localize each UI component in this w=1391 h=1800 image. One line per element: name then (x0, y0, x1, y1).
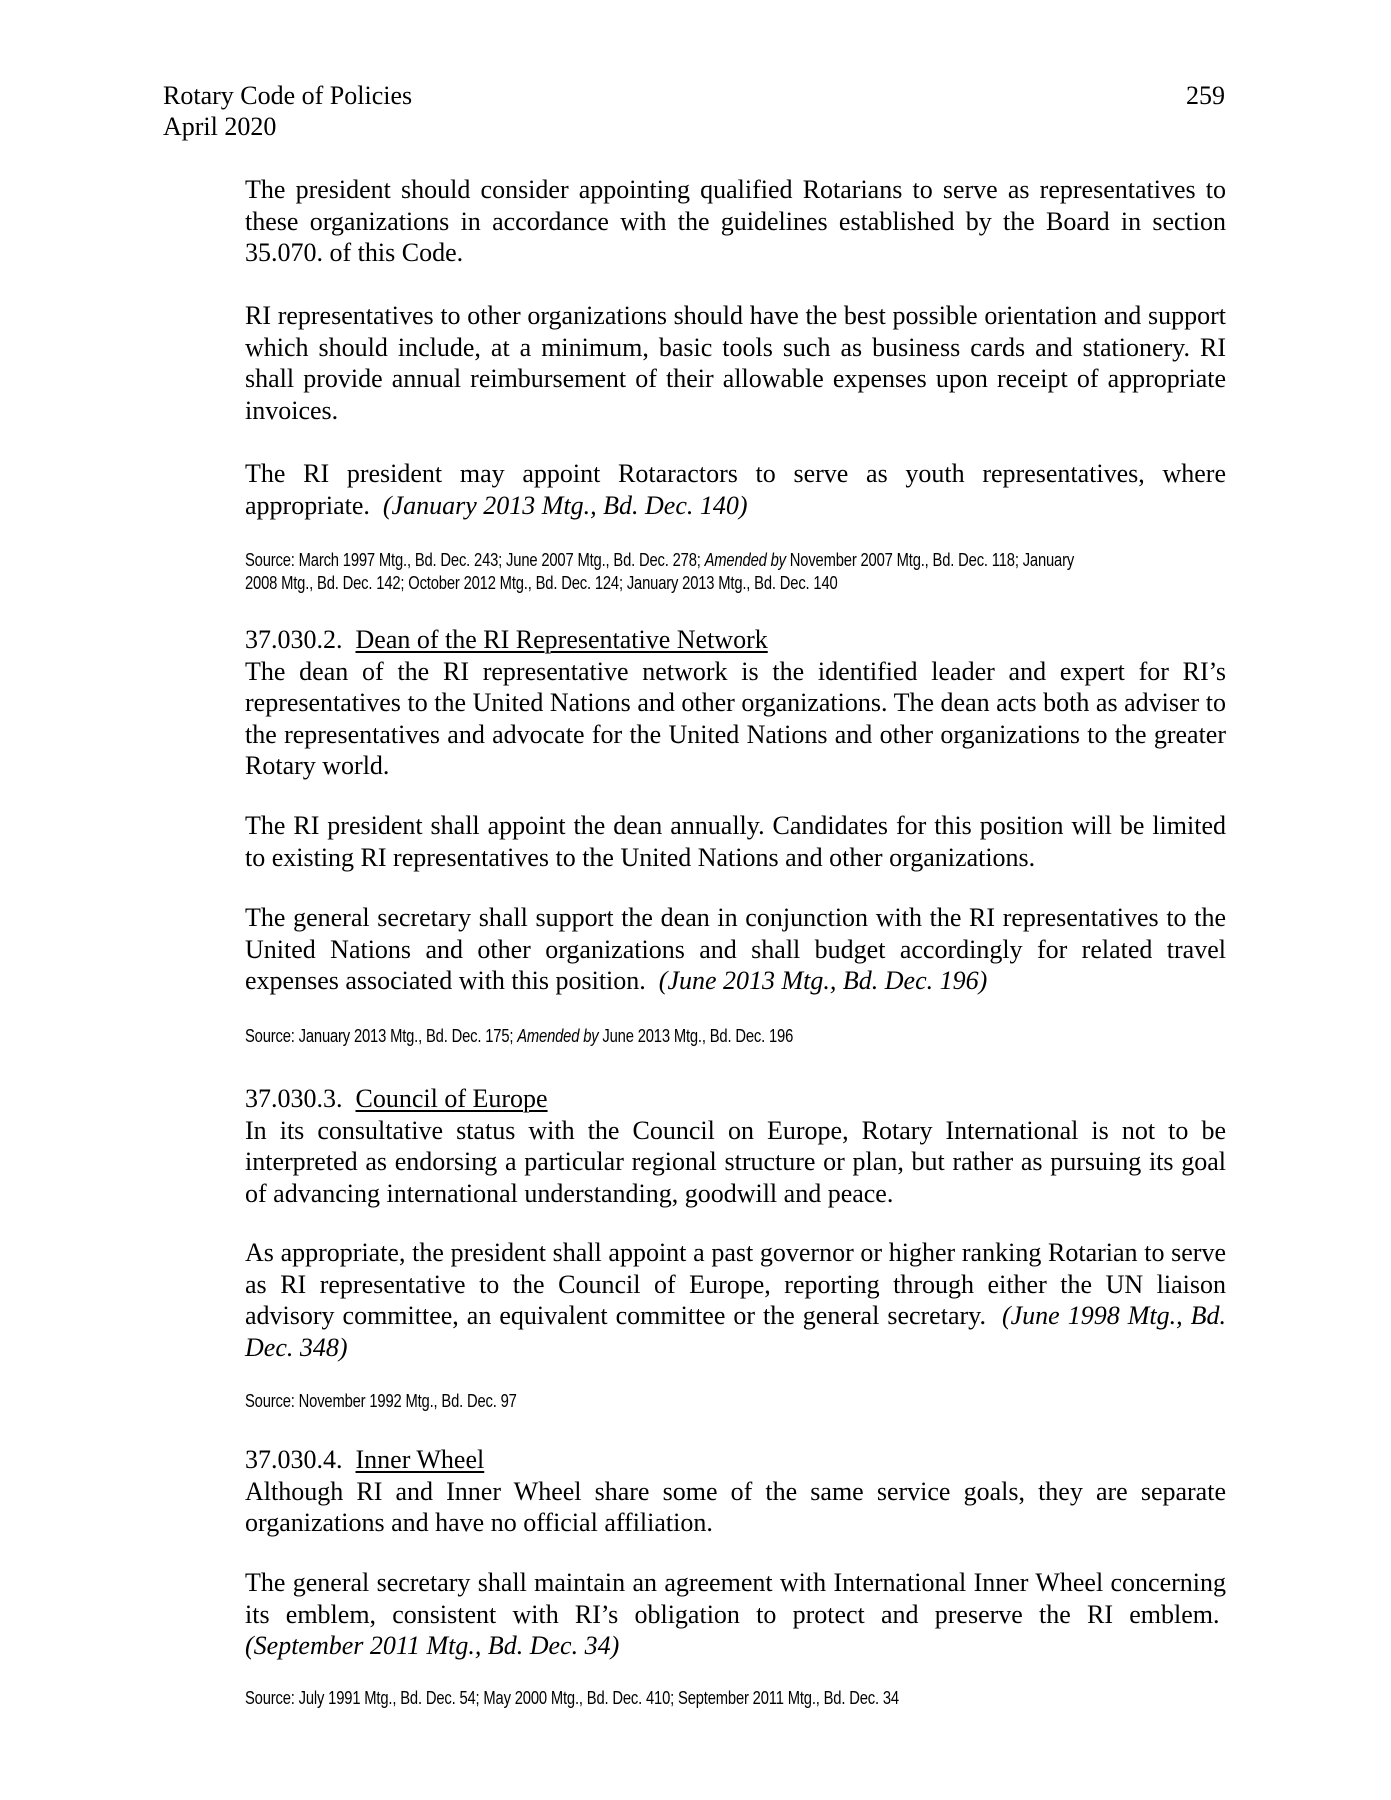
amended-by-label: Amended by (517, 1026, 599, 1046)
paragraph-text: In its consultative status with the Council on Europe, Rotary International is not to be interpreted as endorsing a particular regional structure or plan, but rather as pursuing its goal of advancing international understanding, goodwill and peace. (245, 1115, 1226, 1208)
paragraph-text (245, 458, 1226, 521)
source-line-2: 2008 Mtg., Bd. Dec. 142; October 2012 Mtg., Bd. Dec. 124; January 2013 Mtg., Bd. Dec. 140 (245, 573, 838, 593)
section-37-030-4-paragraph-2 (245, 1567, 1226, 1662)
intro-paragraph-1 (245, 174, 1226, 269)
paragraph-text: The general secretary shall support the dean in conjunction with the RI representatives to the United Nations and other organizations and shall budget accordingly for related travel expenses associated with this position. (June 2013 Mtg., Bd. Dec. 196) (245, 903, 1226, 996)
source-note: Source: January 2013 Mtg., Bd. Dec. 175; Amended by June 2013 Mtg., Bd. Dec. 196 (245, 1026, 794, 1046)
section-37-030-2 (245, 624, 1226, 782)
section-title: Inner Wheel (355, 1445, 485, 1474)
section-heading (245, 1083, 1226, 1115)
paragraph-body: The RI president may appoint Rotaractors to serve as youth representatives, where appropriate. (245, 459, 1226, 520)
page-number: 259 (1186, 81, 1225, 110)
intro-paragraph-2 (245, 300, 1226, 426)
board-decision-citation: (June 2013 Mtg., Bd. Dec. 196) (658, 966, 988, 996)
paragraph-text: Although RI and Inner Wheel share some of the same service goals, they are separate organizations and have no official affiliation. (245, 1476, 1226, 1538)
section-37-030-3-paragraph-2 (245, 1237, 1226, 1363)
board-decision-citation: (June 1998 Mtg., Bd. Dec. 348) (245, 1301, 1226, 1362)
board-decision-citation: (September 2011 Mtg., Bd. Dec. 34) (245, 1631, 620, 1661)
paragraph-text: The general secretary shall maintain an agreement with International Inner Wheel concerning its emblem, consistent with RI’s obligation to protect and preserve the RI emblem. (September 2011 Mtg., Bd. Dec. 34) (245, 1568, 1226, 1661)
intro-paragraph-3 (245, 458, 1226, 521)
paragraph-text: The RI president shall appoint the dean annually. Candidates for this position will be limited to existing RI representatives to the United Nations and other organizations. (245, 811, 1226, 872)
document-date: April 2020 (163, 112, 277, 141)
amended-by-label: Amended by (704, 550, 786, 570)
paragraph-text: RI representatives to other organizations should have the best possible orientation and support which should include, at a minimum, basic tools such as business cards and stationery. RI shall provide annual reimbursement of their allowable expenses upon receipt of appropriate invoices. (245, 301, 1226, 425)
source-note: Source: July 1991 Mtg., Bd. Dec. 54; May 2000 Mtg., Bd. Dec. 410; September 2011 Mtg., Bd. Dec. 34 (245, 1688, 899, 1708)
section-number: 37.030.4. (245, 1445, 343, 1474)
document-title: Rotary Code of Policies (163, 81, 413, 110)
paragraph-text: The dean of the RI representative network is the identified leader and expert for RI’s representatives to the United Nations and other organizations. The dean acts both as adviser to the representatives and advocate for the United Nations and other organizations to the greater Rotary world. (245, 656, 1226, 781)
section-37-030-3 (245, 1083, 1226, 1209)
section-heading (245, 624, 1226, 656)
source-note (245, 549, 1229, 595)
section-number: 37.030.2. (245, 625, 343, 654)
section-37-030-4 (245, 1444, 1226, 1539)
section-number: 37.030.3. (245, 1084, 343, 1113)
section-title: Dean of the RI Representative Network (355, 625, 768, 654)
board-decision-citation: (January 2013 Mtg., Bd. Dec. 140) (382, 490, 748, 520)
paragraph-text: As appropriate, the president shall appoint a past governor or higher ranking Rotarian to serve as RI representative to the Council of Europe, reporting through either the UN liaison advisory committee, an equivalent committee or the general secretary. (June 1998 Mtg., Bd. Dec. 348) (245, 1238, 1226, 1362)
source-note: Source: November 1992 Mtg., Bd. Dec. 97 (245, 1391, 517, 1411)
section-title: Council of Europe (355, 1084, 548, 1113)
section-37-030-2-paragraph-2 (245, 810, 1226, 873)
section-heading (245, 1444, 1226, 1476)
source-line-1: Source: March 1997 Mtg., Bd. Dec. 243; June 2007 Mtg., Bd. Dec. 278; Amended by November 2007 Mtg., Bd. Dec. 118; January (245, 550, 1075, 570)
section-37-030-2-paragraph-3 (245, 902, 1226, 997)
paragraph-text: The president should consider appointing qualified Rotarians to serve as representatives to these organizations in accordance with the guidelines established by the Board in section 35.070. of this Code. (245, 175, 1226, 268)
